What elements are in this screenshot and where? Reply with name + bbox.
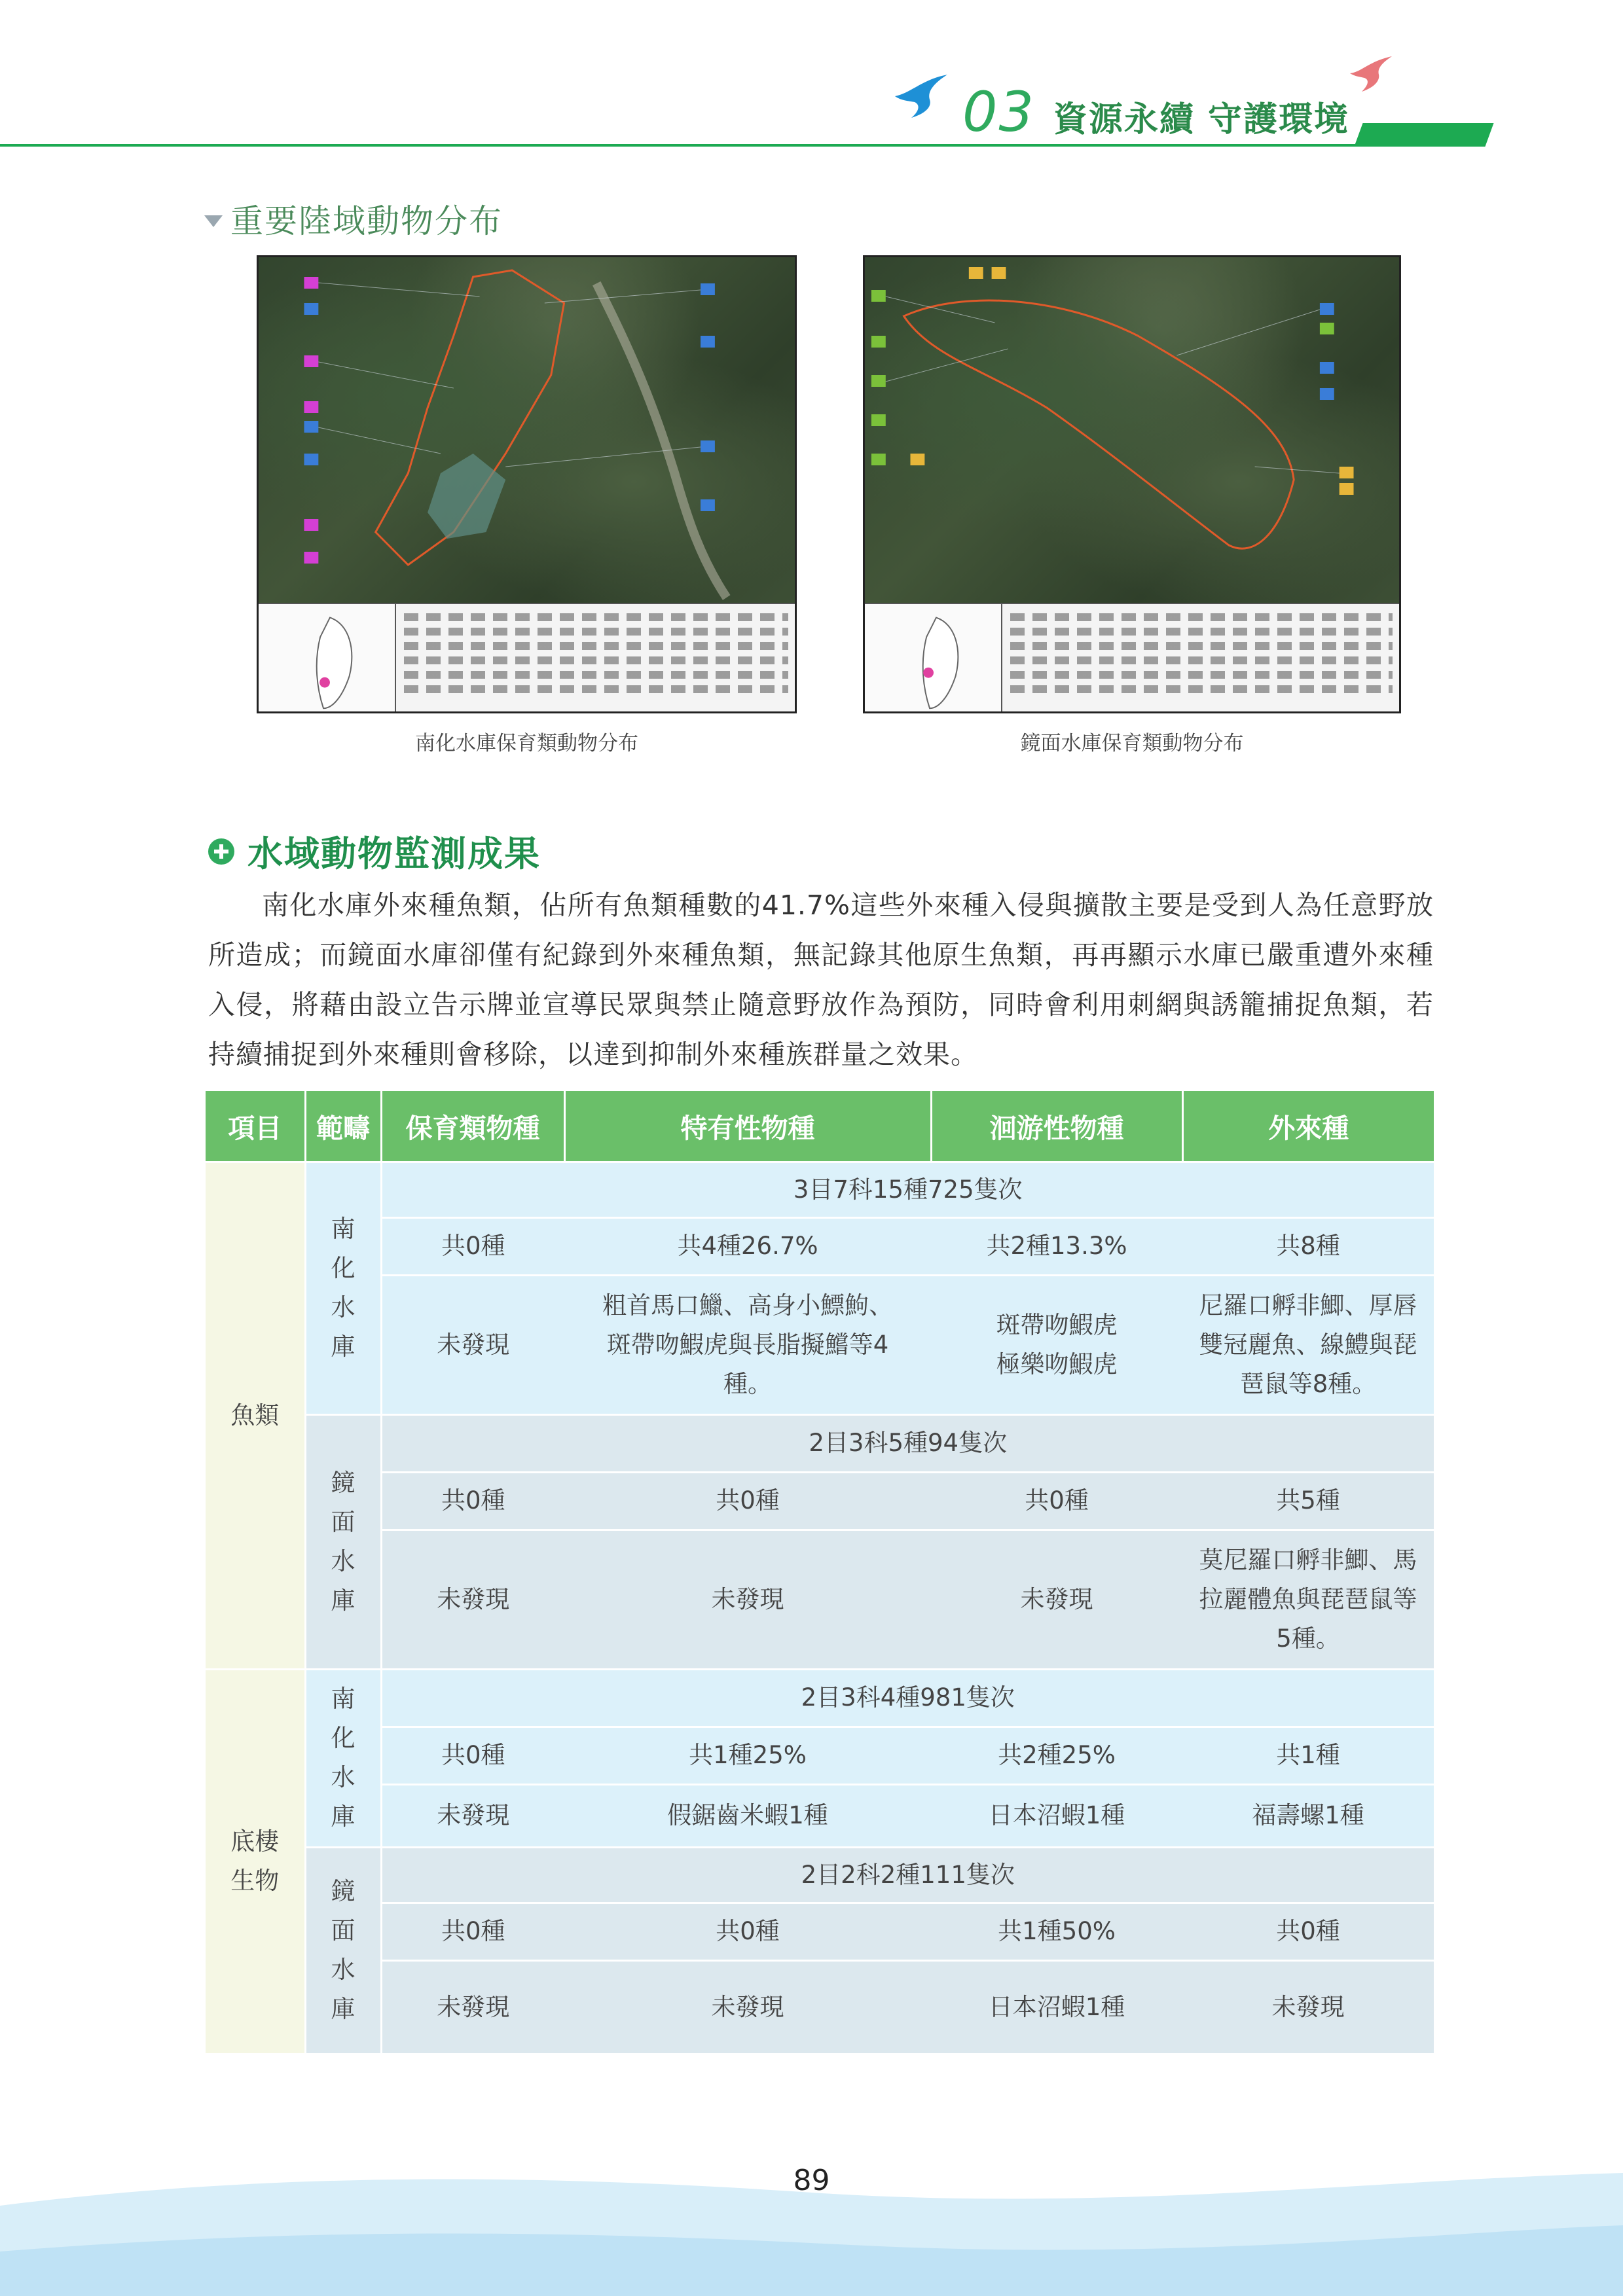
bird-red-icon [1349,54,1395,93]
col-header-invasive: 外來種 [1182,1091,1434,1162]
table-row [206,1669,1434,1727]
page-number: 89 [793,2164,830,2197]
table-header-row [206,1091,1434,1162]
triangle-bullet-icon [204,215,223,227]
table-cell: 斑帶吻鰕虎 極樂吻鰕虎 [931,1275,1182,1414]
table-cell: 共2種25% [931,1727,1182,1784]
table-cell: 共0種 [564,1903,931,1960]
plus-circle-icon [208,838,234,865]
table-cell: 未發現 [564,1530,931,1669]
table-cell: 共5種 [1182,1472,1434,1530]
section2-heading [208,826,541,876]
item-cell-benthic: 底棲 生物 [206,1669,305,2053]
table-cell: 共1種50% [931,1903,1182,1960]
section1-heading [204,195,503,242]
table-cell: 粗首馬口鱲、高身小鰾鮈、斑帶吻鰕虎與長脂擬鱨等4種。 [564,1275,931,1414]
table-cell: 共0種 [381,1472,564,1530]
section2-paragraph: 南化水庫外來種魚類，佔所有魚類種數的41.7%這些外來種入侵與擴散主要是受到人為任意野放所造成；而鏡面水庫卻僅有紀錄到外來種魚類，無記錄其他原生魚類，再再顯示水庫已嚴重遭外來種入侵，將藉由設立告示牌並宣導民眾與禁止隨意野放作為預防，同時會利用刺網與誘籠捕捉魚類，若持續捕捉到外來種則會移除，以達到抑制外來種族群量之效果。 [208,889,1434,1070]
range-cell: 鏡 面 水 庫 [305,1414,381,1669]
table-cell: 日本沼蝦1種 [931,1960,1182,2053]
location-inset [865,604,1002,713]
map-nanhua-legend [259,603,795,713]
table-cell: 未發現 [381,1530,564,1669]
map-jingmian-legend [865,603,1399,713]
table-row [206,1275,1434,1414]
map-nanhua-satellite [259,257,795,603]
col-header-item: 項目 [206,1091,305,1162]
location-inset [259,604,396,713]
table-cell: 福壽螺1種 [1182,1784,1434,1847]
table-row [206,1960,1434,2053]
table-cell: 共1種 [1182,1727,1434,1784]
table-row [206,1784,1434,1847]
table-cell: 共1種25% [564,1727,931,1784]
table-cell: 未發現 [931,1530,1182,1669]
table-cell: 共0種 [381,1727,564,1784]
summary-cell: 2目3科4種981隻次 [381,1669,1434,1727]
range-cell: 南 化 水 庫 [305,1669,381,1847]
table-cell: 日本沼蝦1種 [931,1784,1182,1847]
chapter-number: 03 [962,80,1035,144]
table-row [206,1530,1434,1669]
chapter-header [962,80,1349,145]
header-rule [0,144,1368,147]
monitoring-table [206,1091,1434,2053]
figure-caption-jingmian: 鏡面水庫保育類動物分布 [1020,732,1244,755]
table-cell: 尼羅口孵非鯽、厚唇雙冠麗魚、線鱧與琵琶鼠等8種。 [1182,1275,1434,1414]
table-cell: 共0種 [564,1472,931,1530]
summary-cell: 2目2科2種111隻次 [381,1847,1434,1903]
table-row [206,1847,1434,1903]
table-row [206,1217,1434,1275]
col-header-endemic: 特有性物種 [564,1091,931,1162]
table-cell: 共2種13.3% [931,1217,1182,1275]
table-row [206,1162,1434,1217]
table-cell: 共4種26.7% [564,1217,931,1275]
map-nanhua [257,255,797,713]
figure-caption-nanhua: 南化水庫保育類動物分布 [415,732,638,755]
table-cell: 假鋸齒米蝦1種 [564,1784,931,1847]
summary-cell: 2目3科5種94隻次 [381,1414,1434,1472]
table-cell: 未發現 [381,1960,564,2053]
col-header-range: 範疇 [305,1091,381,1162]
range-cell: 南 化 水 庫 [305,1162,381,1414]
table-row [206,1727,1434,1784]
table-cell: 共0種 [381,1217,564,1275]
table-cell: 共0種 [1182,1903,1434,1960]
table-cell: 未發現 [381,1275,564,1414]
table-cell: 莫尼羅口孵非鯽、馬拉麗體魚與琵琶鼠等5種。 [1182,1530,1434,1669]
table-row [206,1414,1434,1472]
legend-entries [404,613,788,700]
table-cell: 未發現 [1182,1960,1434,2053]
table-row [206,1472,1434,1530]
bird-blue-icon [892,73,951,119]
legend-entries [1010,613,1393,700]
section2-title: 水域動物監測成果 [247,833,541,874]
chapter-title: 資源永續 守護環境 [1053,100,1349,139]
col-header-migratory: 洄游性物種 [931,1091,1182,1162]
table-cell: 共8種 [1182,1217,1434,1275]
range-cell: 鏡 面 水 庫 [305,1847,381,2053]
col-header-protected: 保育類物種 [381,1091,564,1162]
item-cell-fish: 魚類 [206,1162,305,1669]
table-cell: 未發現 [564,1960,931,2053]
summary-cell: 3目7科15種725隻次 [381,1162,1434,1217]
table-cell: 未發現 [381,1784,564,1847]
table-cell: 共0種 [381,1903,564,1960]
map-jingmian-satellite [865,257,1399,603]
table-cell: 共0種 [931,1472,1182,1530]
header-accent-bar [1354,123,1493,147]
map-jingmian [863,255,1401,713]
table-row [206,1903,1434,1960]
section1-title: 重要陸域動物分布 [230,202,503,240]
